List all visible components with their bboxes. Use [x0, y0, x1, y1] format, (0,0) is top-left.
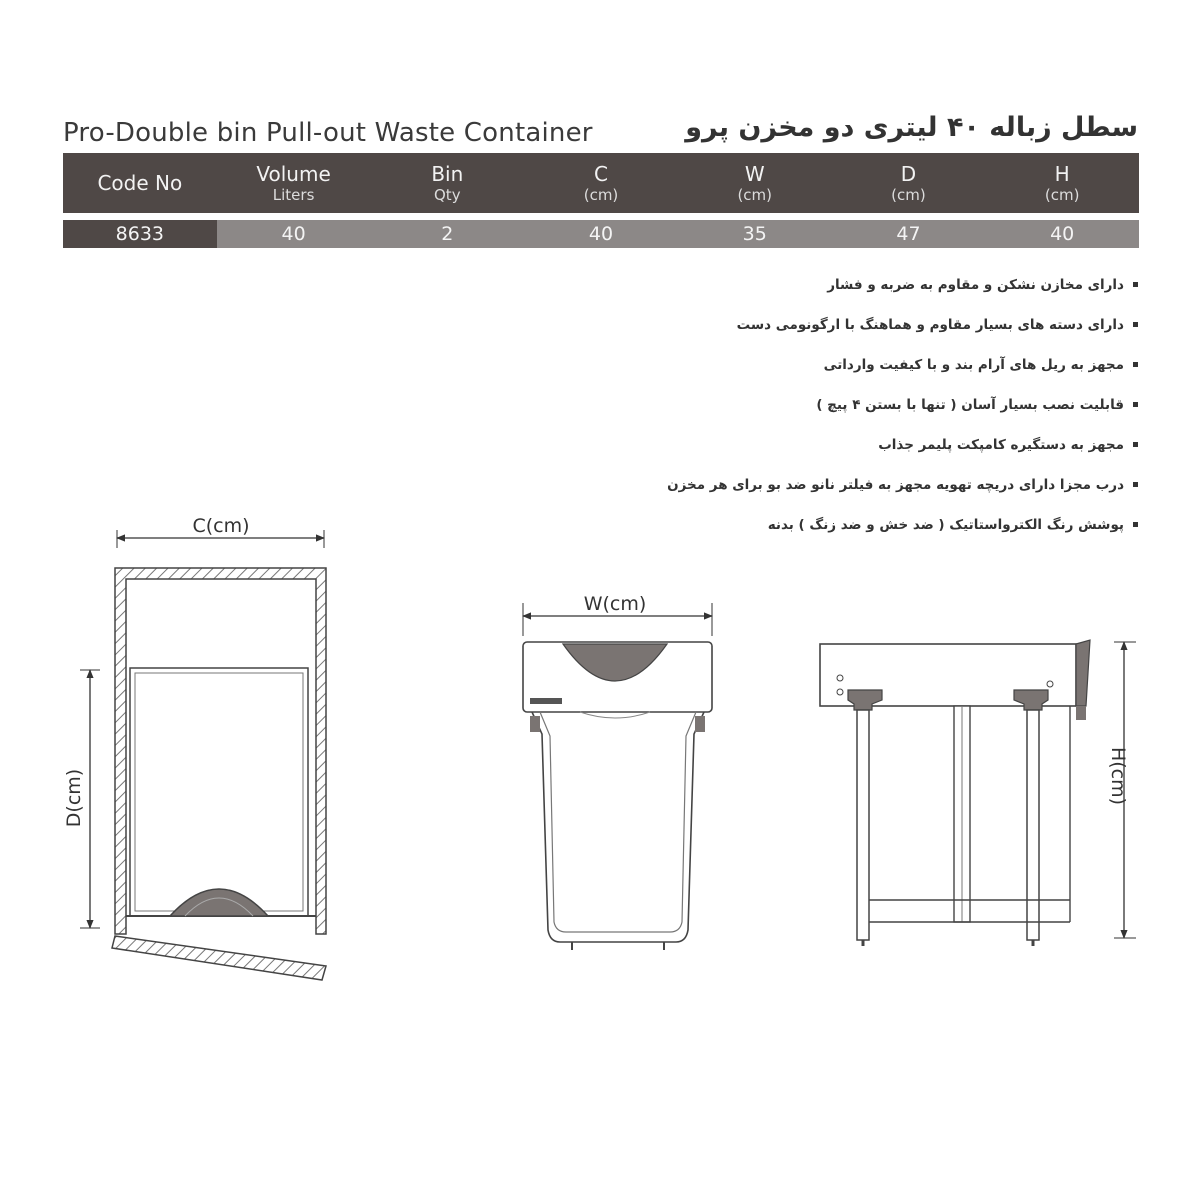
title-persian: سطل زباله ۴۰ لیتری دو مخزن پرو	[685, 112, 1138, 143]
header-main: Code No	[97, 171, 183, 195]
front-bin-inner	[540, 712, 696, 932]
brand-label	[530, 698, 562, 704]
feature-item: مجهز به دستگیره کامپکت پلیمر جذاب	[338, 432, 1138, 472]
cell-c: 40	[588, 223, 614, 245]
feature-item: دارای مخازن نشکن و مقاوم به ضربه و فشار	[338, 272, 1138, 312]
d-dimension-label: D(cm)	[63, 768, 85, 828]
feature-item: درب مجزا دارای دریچه تهویه مجهز به فیلتر نانو ضد بو برای هر مخزن	[338, 472, 1138, 512]
header-main: W	[744, 161, 765, 186]
left-clip	[530, 716, 540, 732]
feature-item: دارای دسته های بسیار مقاوم و هماهنگ با ارگونومی دست	[338, 312, 1138, 352]
h-dimension-label: H(cm)	[1107, 746, 1129, 806]
top-view-drawing	[63, 515, 326, 980]
header-main: D	[900, 161, 917, 186]
title-english: Pro-Double bin Pull-out Waste Container	[63, 118, 593, 148]
header-sub: (cm)	[891, 185, 926, 204]
cell-h: 40	[1050, 223, 1075, 245]
feature-item: قابلیت نصب بسیار آسان ( تنها با بستن ۴ پیچ )	[338, 392, 1138, 432]
right-bracket	[1014, 690, 1048, 710]
feature-item: پوشش رنگ الکترواستاتیک ( ضد خش و ضد زنگ ) بدنه	[338, 512, 1138, 552]
header-main: Volume	[256, 161, 331, 186]
w-dimension-label: W(cm)	[583, 593, 647, 615]
cabinet-door	[112, 936, 326, 980]
header-sub: Qty	[434, 185, 461, 204]
cell-bin-qty: 2	[441, 223, 454, 245]
header-main: Bin	[431, 161, 464, 186]
cell-w: 35	[742, 223, 767, 245]
header-sub: Liters	[272, 185, 315, 204]
bin-frame	[130, 668, 308, 916]
side-view-drawing	[820, 640, 1136, 946]
left-bracket	[848, 690, 882, 710]
side-handle-icon	[1076, 640, 1090, 706]
header-main: C	[594, 161, 608, 186]
header-sub: (cm)	[583, 185, 619, 204]
cell-d: 47	[896, 223, 921, 245]
right-clip	[695, 716, 705, 732]
header-sub: (cm)	[737, 185, 773, 204]
left-leg	[857, 710, 869, 940]
front-view-drawing	[523, 593, 712, 950]
cell-volume: 40	[281, 223, 306, 245]
front-bin-frame	[532, 712, 704, 942]
lid-curve	[580, 712, 650, 718]
rear-clip	[1076, 706, 1086, 720]
cell-code: 8633	[63, 220, 217, 248]
c-dimension-label: C(cm)	[192, 515, 250, 537]
feature-item: مجهز به ریل های آرام بند و با کیفیت وارداتی	[338, 352, 1138, 392]
right-leg	[1027, 710, 1039, 940]
header-sub: (cm)	[1044, 185, 1080, 204]
header-main: H	[1054, 161, 1070, 186]
